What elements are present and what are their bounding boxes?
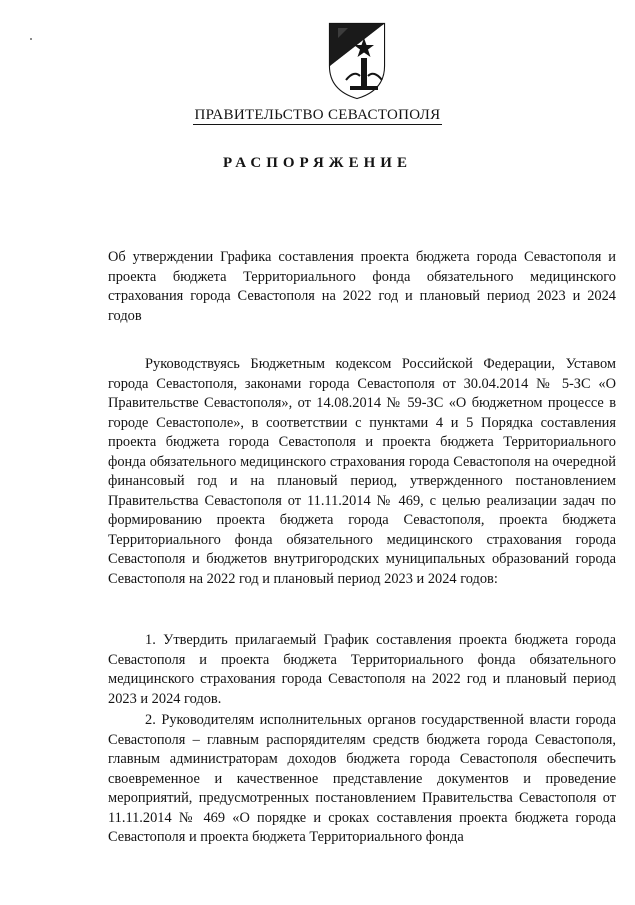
organization-name-text: ПРАВИТЕЛЬСТВО СЕВАСТОПОЛЯ bbox=[194, 107, 441, 123]
preamble-paragraph: Руководствуясь Бюджетным кодексом Российской Федерации, Уставом города Севастополя, законами города Севастополя от 30.04.2014 № 5-ЗС «О Правительстве Севастополя», от 14.08.2014 № 59-ЗС «О бюджетном процессе в городе Севастополе», в соответствии с пунктами 4 и 5 Порядка составления проекта бюджета города Севастополя и проекта бюджета Территориального фонда обязательного медицинского страхования города Севастополя на очередной финансовый год и на плановый период, утвержденного постановлением Правительства Севастополя от 11.11.2014 № 469, с целью реализации задач по формированию проекта бюджета города Севастополя, проекта бюджета Территориального фонда обязательного медицинского страхования города Севастополя и бюджетов внутригородских муниципальных образований города Севастополя на 2022 год и плановый период 2023 и 2024 годов: bbox=[108, 356, 616, 587]
sevastopol-coat-of-arms-icon bbox=[324, 20, 390, 100]
document-type-title: РАСПОРЯЖЕНИЕ bbox=[223, 155, 412, 171]
document-subject: Об утверждении Графика составления проекта бюджета города Севастополя и проекта бюджета Территориального фонда обязательного медицинского страхования города Севастополя на 2022 год и плановый период 2023 и 2024 годов bbox=[108, 249, 616, 324]
item-2-paragraph: 2. Руководителям исполнительных органов государственной власти города Севастополя – главным распорядителям средств бюджета города Севастополя, главным администраторам доходов бюджета города Севастополя обеспечить своевременное и качественное представление документов и проведение мероприятий, предусмотренных постановлением Правительства Севастополя от 11.11.2014 № 469 «О порядке и сроках составления проекта бюджета города Севастополя и проекта бюджета Территориального фонда bbox=[108, 712, 616, 845]
scan-speck bbox=[30, 38, 32, 40]
item-1-paragraph: 1. Утвердить прилагаемый График составления проекта бюджета города Севастополя и проекта бюджета Территориального фонда обязательного медицинского страхования города Севастополя на 2022 год и плановый период 2023 и 2024 годов. bbox=[108, 632, 616, 707]
organization-name bbox=[0, 107, 635, 124]
